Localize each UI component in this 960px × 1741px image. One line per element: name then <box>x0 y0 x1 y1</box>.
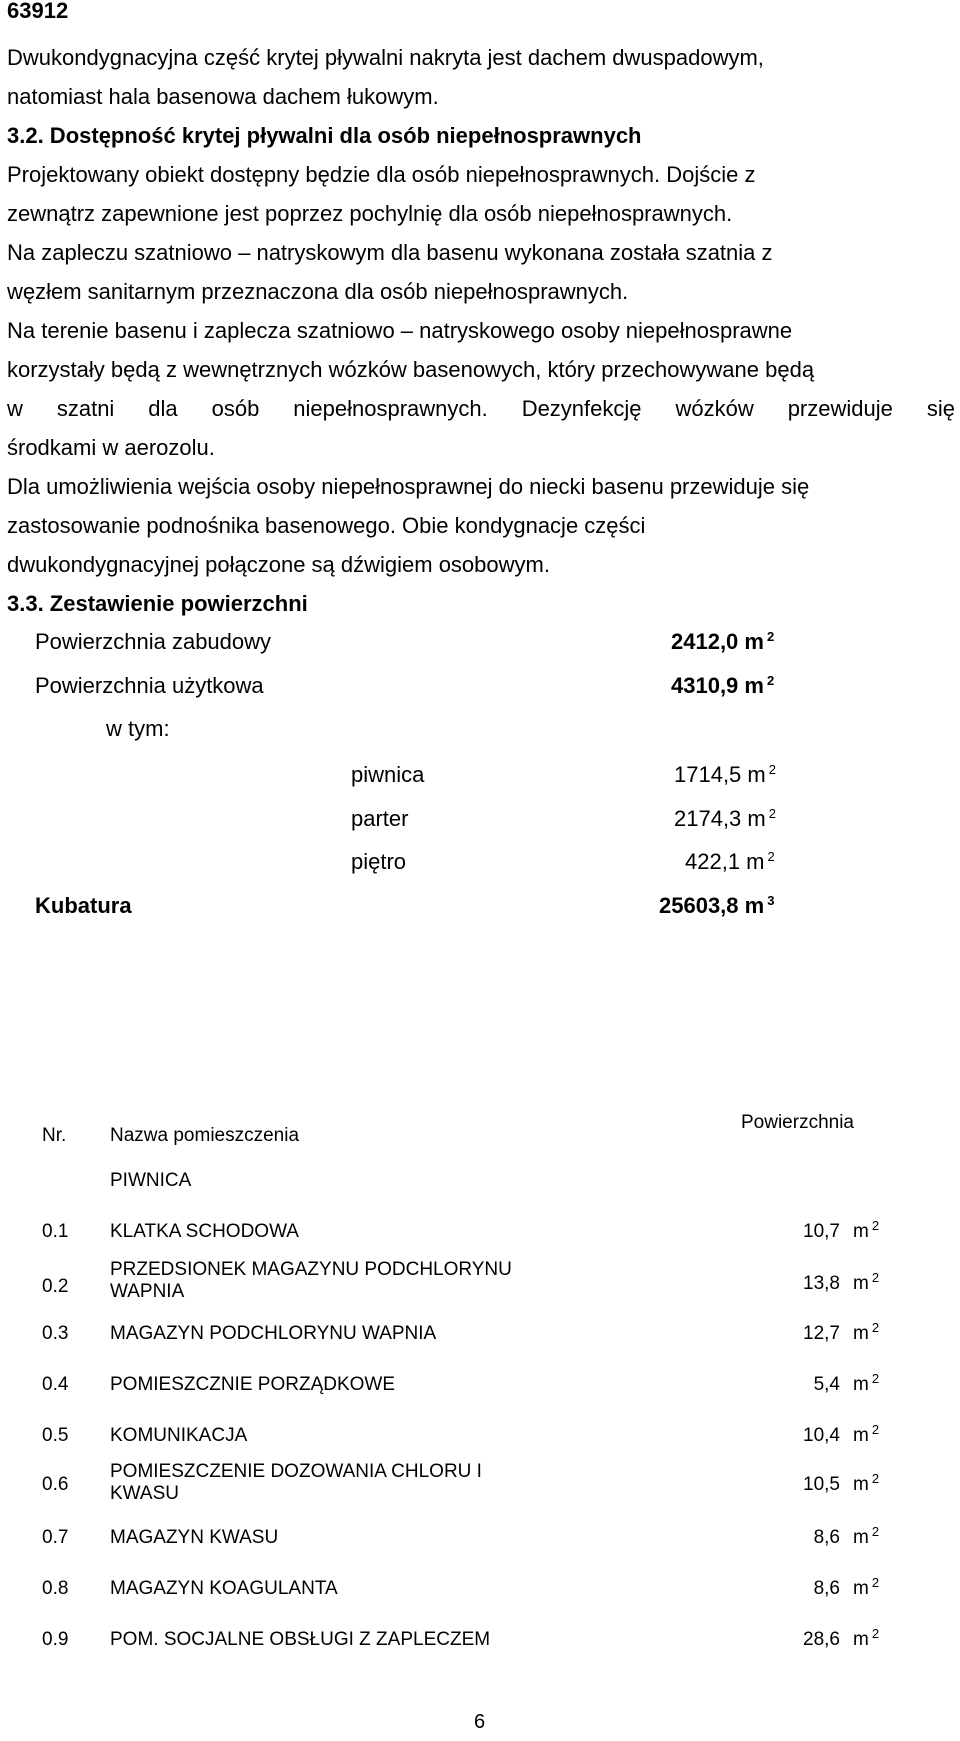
room-area-unit <box>853 1523 880 1549</box>
word: wózków <box>675 396 754 421</box>
unit-exponent: 2 <box>768 761 776 777</box>
room-area: 28,6 <box>803 1629 840 1650</box>
room-name: MAGAZYN PODCHLORYNU WAPNIA <box>110 1323 437 1344</box>
volume-label: Kubatura <box>35 893 132 918</box>
unit: m <box>853 1629 869 1650</box>
section-32-line-4: węzłem sanitarnym przeznaczona dla osób niepełnosprawnych. <box>7 279 629 304</box>
w-tym-label: w tym: <box>106 716 170 741</box>
room-nr: 0.1 <box>42 1221 69 1242</box>
room-nr: 0.2 <box>42 1276 69 1297</box>
section-33-heading: 3.3. Zestawienie powierzchni <box>7 591 308 616</box>
unit-exponent: 2 <box>871 1319 880 1335</box>
unit-exponent: 2 <box>768 805 776 821</box>
sub-area-number: 2174,3 m <box>674 806 766 831</box>
room-area: 10,5 <box>803 1474 840 1495</box>
area-built-number: 2412,0 m <box>671 629 764 654</box>
unit-exponent: 2 <box>871 1523 880 1539</box>
intro-line-1-text: Dwukondygnacyjna część krytej pływalni nakryta jest dachem dwuspadowym, <box>7 45 764 70</box>
unit-exponent: 2 <box>871 1269 880 1285</box>
room-area: 13,8 <box>803 1273 840 1294</box>
sub-area-number: 1714,5 m <box>674 762 766 787</box>
room-area-unit <box>853 1625 880 1651</box>
volume-value <box>659 893 774 919</box>
word: Dezynfekcję <box>521 396 642 421</box>
section-32-justified-line <box>7 389 955 428</box>
room-nr: 0.7 <box>42 1527 69 1548</box>
sub-area-label: piwnica <box>351 762 425 787</box>
section-32-line-1: Projektowany obiekt dostępny będzie dla osób niepełnosprawnych. Dojście z <box>7 162 756 187</box>
room-name: POM. SOCJALNE OBSŁUGI Z ZAPLECZEM <box>110 1629 491 1650</box>
room-area: 12,7 <box>803 1323 840 1344</box>
area-usable-value <box>671 673 774 699</box>
room-name-line-1: PRZEDSIONEK MAGAZYNU PODCHLORYNU <box>110 1259 512 1280</box>
intro-line-2: natomiast hala basenowa dachem łukowym. <box>7 84 439 109</box>
sub-area-label: piętro <box>351 849 407 874</box>
room-name: MAGAZYN KOAGULANTA <box>110 1578 338 1599</box>
room-area-unit <box>853 1319 880 1345</box>
unit: m <box>853 1425 869 1446</box>
sub-area-value <box>674 806 776 832</box>
unit-exponent: 2 <box>871 1370 880 1386</box>
area-usable-label: Powierzchnia użytkowa <box>35 673 264 698</box>
sub-area-number: 422,1 m <box>685 849 765 874</box>
unit-exponent: 2 <box>767 848 775 864</box>
section-32-line-6: korzystały będą z wewnętrznych wózków basenowych, który przechowywane będą <box>7 357 815 382</box>
unit-exponent: 2 <box>766 672 775 688</box>
room-area: 10,4 <box>803 1425 840 1446</box>
room-name: KOMUNIKACJA <box>110 1425 248 1446</box>
room-nr: 0.4 <box>42 1374 69 1395</box>
word: osób <box>211 396 260 421</box>
unit: m <box>853 1273 869 1294</box>
section-32-line-8: środkami w aerozolu. <box>7 435 215 460</box>
unit: m <box>853 1323 869 1344</box>
section-32-line-11: dwukondygnacyjnej połączone są dźwigiem osobowym. <box>7 552 550 577</box>
sub-area-value <box>685 849 775 875</box>
room-area: 5,4 <box>813 1374 840 1395</box>
unit: m <box>853 1474 869 1495</box>
table-header-nr: Nr. <box>42 1125 67 1146</box>
unit-exponent: 2 <box>871 1625 880 1641</box>
room-area: 8,6 <box>813 1578 840 1599</box>
room-nr: 0.3 <box>42 1323 69 1344</box>
unit-exponent: 2 <box>871 1574 880 1590</box>
room-area-unit <box>853 1269 880 1295</box>
unit-exponent: 2 <box>871 1470 880 1486</box>
unit: m <box>853 1527 869 1548</box>
sub-area-value <box>674 762 776 788</box>
area-usable-number: 4310,9 m <box>671 673 764 698</box>
room-area: 10,7 <box>803 1221 840 1242</box>
room-nr: 0.8 <box>42 1578 69 1599</box>
room-area: 8,6 <box>813 1527 840 1548</box>
word: się <box>926 396 955 421</box>
room-nr: 0.6 <box>42 1474 69 1495</box>
unit: m <box>853 1374 869 1395</box>
room-name <box>110 1461 482 1505</box>
word: niepełnosprawnych. <box>293 396 488 421</box>
unit: m <box>853 1578 869 1599</box>
word: szatni <box>56 396 115 421</box>
word: w <box>7 396 23 421</box>
unit: m <box>853 1221 869 1242</box>
word: przewiduje <box>787 396 893 421</box>
room-area-unit <box>853 1421 880 1447</box>
room-name-line-2: KWASU <box>110 1483 179 1504</box>
room-area-unit <box>853 1574 880 1600</box>
document-number: 63912 <box>7 0 69 23</box>
room-name <box>110 1259 512 1303</box>
unit-exponent: 3 <box>767 892 775 908</box>
room-name-line-1: POMIESZCZENIE DOZOWANIA CHLORU I <box>110 1461 482 1482</box>
section-32-line-5: Na terenie basenu i zaplecza szatniowo – natryskowego osoby niepełnosprawne <box>7 318 793 343</box>
unit-exponent: 2 <box>766 628 775 644</box>
section-32-line-2: zewnątrz zapewnione jest poprzez pochylnię dla osób niepełnosprawnych. <box>7 201 733 226</box>
section-32-line-3: Na zapleczu szatniowo – natryskowym dla basenu wykonana została szatnia z <box>7 240 773 265</box>
room-nr: 0.5 <box>42 1425 69 1446</box>
word: dla <box>148 396 178 421</box>
unit-exponent: 2 <box>871 1217 880 1233</box>
section-32-line-10: zastosowanie podnośnika basenowego. Obie kondygnacje części <box>7 513 646 538</box>
room-name: MAGAZYN KWASU <box>110 1527 279 1548</box>
room-area-unit <box>853 1470 880 1496</box>
intro-line-1 <box>7 38 955 77</box>
section-32-line-9: Dla umożliwienia wejścia osoby niepełnosprawnej do niecki basenu przewiduje się <box>7 474 810 499</box>
room-nr: 0.9 <box>42 1629 69 1650</box>
area-built-label: Powierzchnia zabudowy <box>35 629 272 654</box>
room-area-unit <box>853 1217 880 1243</box>
table-header-area: Powierzchnia <box>741 1112 854 1133</box>
table-section-label: PIWNICA <box>110 1170 192 1191</box>
volume-number: 25603,8 m <box>659 893 765 918</box>
table-header-name: Nazwa pomieszczenia <box>110 1125 300 1146</box>
area-built-value <box>671 629 774 655</box>
room-area-unit <box>853 1370 880 1396</box>
unit-exponent: 2 <box>871 1421 880 1437</box>
room-name: KLATKA SCHODOWA <box>110 1221 299 1242</box>
room-name: POMIESZCZNIE PORZĄDKOWE <box>110 1374 396 1395</box>
page-number: 6 <box>474 1711 486 1733</box>
section-32-heading: 3.2. Dostępność krytej pływalni dla osób niepełnosprawnych <box>7 123 642 148</box>
room-name-line-2: WAPNIA <box>110 1281 185 1302</box>
sub-area-label: parter <box>351 806 409 831</box>
